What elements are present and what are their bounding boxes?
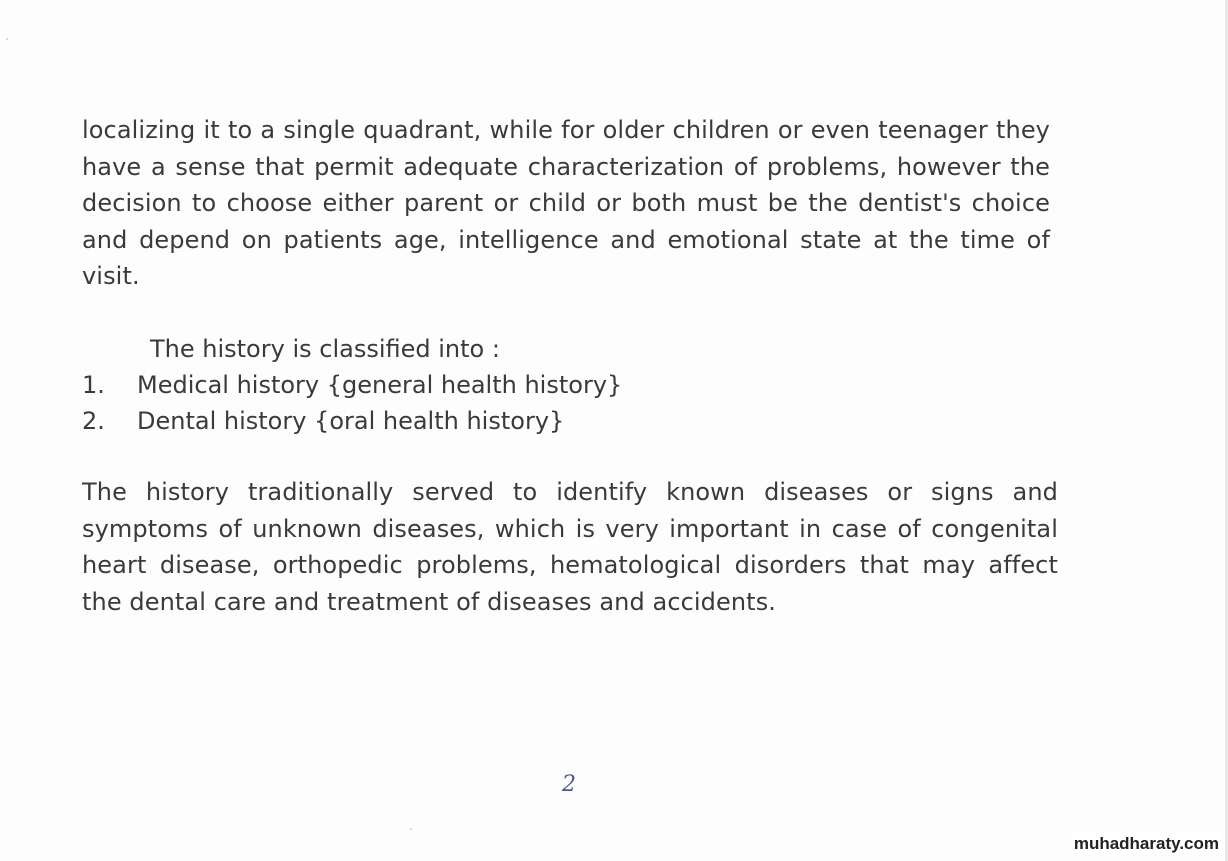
paragraph-1: localizing it to a single quadrant, while for older children or even teenager they have a sense that permit adequate characterization of problems, however the decision to choose either parent or child or both must be the dentist's choice and depend on patients age, intelligence and emotional state at the time of visit. xyxy=(82,116,1050,290)
paragraph-2: The history traditionally served to identify known diseases or signs and symptoms of unknown diseases, which is very important in case of congenital heart disease, orthopedic problems, hematological disorders that may affect the dental care and treatment of diseases and accidents. xyxy=(82,478,1058,616)
page-number: 2 xyxy=(562,772,576,797)
watermark-text: muhadharaty.com xyxy=(1071,833,1222,855)
list-item-text: Dental history {oral health history} xyxy=(137,407,565,435)
scan-speck xyxy=(6,38,8,40)
list-item-number: 2. xyxy=(82,407,105,435)
list-item xyxy=(82,403,622,439)
scan-speck xyxy=(410,828,412,830)
classification-intro: The history is classified into : xyxy=(150,335,500,363)
history-list xyxy=(82,367,622,439)
list-item-number: 1. xyxy=(82,371,105,399)
list-item xyxy=(82,367,622,403)
list-item-text: Medical history {general health history} xyxy=(137,371,623,399)
